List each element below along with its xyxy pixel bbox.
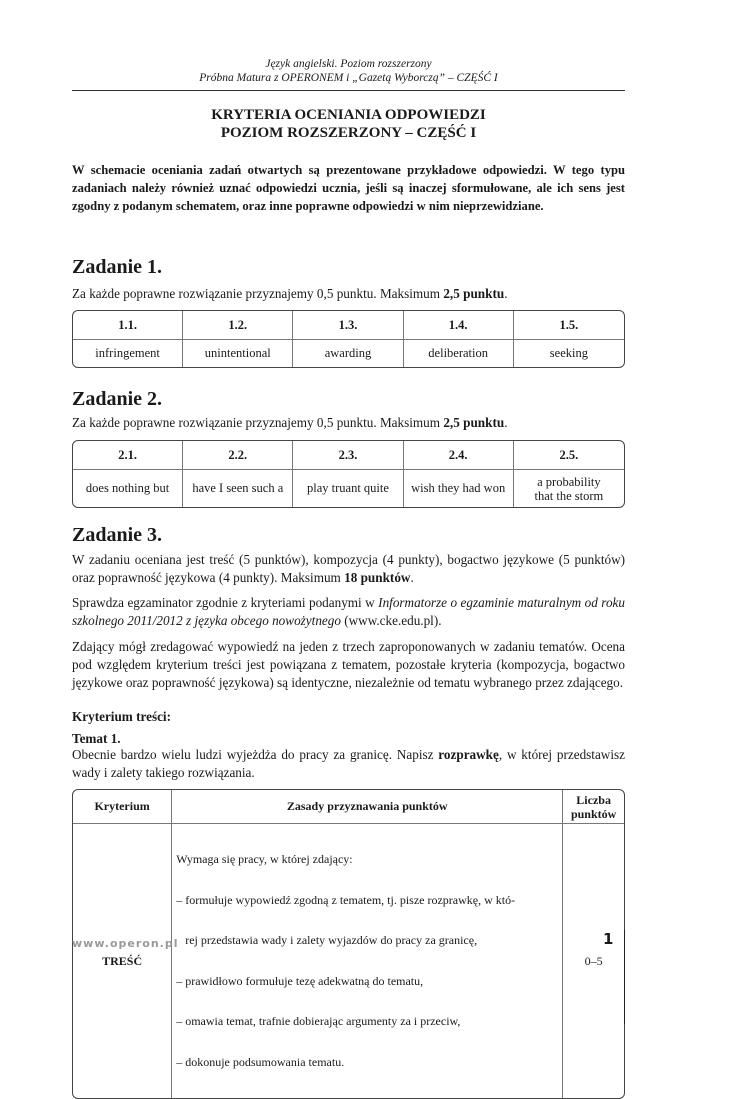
criteria-col-criterion: Kryterium — [73, 790, 172, 823]
table-header-cell: 2.1. — [73, 441, 183, 469]
table-header-cell: 1.3. — [293, 311, 403, 339]
table-header-cell: 1.2. — [183, 311, 293, 339]
title-line-1: KRYTERIA OCENIANIA ODPOWIEDZI — [211, 107, 486, 123]
criteria-rules-list — [172, 823, 563, 1098]
criteria-points-value: 0–5 — [563, 823, 624, 1098]
title-line-2: POZIOM ROZSZERZONY – CZĘŚĆ I — [220, 125, 477, 141]
table-header-cell: 1.5. — [559, 317, 579, 332]
table-header-cell: 1.1. — [73, 311, 183, 339]
answer-cell: wish they had won — [404, 469, 514, 507]
answer-cell: does nothing but — [73, 469, 183, 507]
task3-paragraph-1: W zadaniu oceniana jest treść (5 punktów), kompozycja (4 punkty), bogactwo językowe (5 punktów) oraz poprawność językowa (4 punkty). Maksimum 18 punktów. — [72, 552, 625, 585]
rule-item: – dokonuje podsumowania tematu. — [176, 1054, 345, 1069]
criteria-col-points-line-2: punktów — [570, 806, 617, 821]
rule-item: – formułuje wypowiedź zgodną z tematem, tj. pisze rozprawkę, w któ- — [176, 892, 516, 907]
publisher-url: www.operon.pl — [72, 937, 179, 950]
rule-item: Wymaga się pracy, w której zdający: — [176, 852, 353, 866]
essay-type: rozprawkę — [438, 747, 499, 762]
header-subject: Język angielski. Poziom rozszerzony — [265, 58, 432, 70]
answer-cell: play truant quite — [293, 469, 403, 507]
criteria-row-label: TREŚĆ — [73, 823, 172, 1098]
table-header-cell: 2.2. — [183, 441, 293, 469]
answer-cell — [514, 469, 624, 507]
task1-max-points: 2,5 punktu — [443, 286, 505, 301]
task2-max-points: 2,5 punktu — [443, 415, 505, 430]
rule-item: rej przedstawia wady i zalety wyjazdów do pracy za granicę, — [176, 933, 478, 947]
topic-description: Obecnie bardzo wielu ludzi wyjeżdża do pracy za granicę. Napisz rozprawkę, w której przedstawisz wady i zalety takiego rozwiązania. — [72, 747, 625, 780]
criteria-col-rules: Zasady przyznawania punktów — [172, 790, 563, 823]
table-header-cell: 1.4. — [404, 311, 514, 339]
informator-title: Informatorze o egzaminie maturalnym od roku szkolnego 2011/2012 z języka obcego nowożytnego — [72, 595, 625, 628]
task3-max-points: 18 punktów — [344, 570, 411, 585]
running-header — [72, 57, 625, 85]
task3-paragraph-2: Sprawdza egzaminator zgodnie z kryteriami podanymi w Informatorze o egzaminie maturalnym od roku szkolnego 2011/2012 z języka obcego nowożytnego (www.cke.edu.pl). — [72, 595, 625, 628]
answer-cell: awarding — [293, 339, 403, 367]
page-number: 1 — [603, 930, 614, 948]
table-header-cell: 2.3. — [293, 441, 403, 469]
table-header-cell: 2.5. — [559, 447, 579, 462]
rule-item: – prawidłowo formułuje tezę adekwatną do tematu, — [176, 973, 424, 988]
answer-5-line-1: a probability — [537, 474, 601, 489]
answer-cell: infringement — [73, 339, 183, 367]
task2-heading: Zadanie 2. — [72, 388, 163, 410]
intro-paragraph: W schemacie oceniania zadań otwartych są prezentowane przykładowe odpowiedzi. W tego typu zadaniach należy również uznać odpowiedzi ucznia, jeśli są inaczej sformułowane, ale ich sens jest zgodny z podanym schematem, oraz inne poprawne odpowiedzi w nim nieprzewidziane. — [72, 163, 625, 213]
criterion-heading: Kryterium treści: — [72, 709, 171, 724]
page-title — [72, 106, 625, 142]
answer-cell: deliberation — [404, 339, 514, 367]
table-header-cell: 2.4. — [404, 441, 514, 469]
answer-cell: have I seen such a — [183, 469, 293, 507]
rule-item: – omawia temat, trafnie dobierając argumenty za i przeciw, — [176, 1014, 461, 1028]
header-exam: Próbna Matura z OPERONEM i „Gazetą Wyborczą” – CZĘŚĆ I — [199, 72, 498, 84]
task3-paragraph-3: Zdający mógł zredagować wypowiedź na jeden z trzech zaproponowanych w zadaniu tematów. Ocena pod względem kryterium treści jest powiązana z tematem, pozostałe kryteria (kompozycja, bogactwo językowe oraz poprawność językowa) są identyczne, niezależnie od tematu wybranego przez zdającego. — [72, 639, 625, 690]
criteria-col-points — [563, 790, 624, 823]
task1-description: Za każde poprawne rozwiązanie przyznajemy 0,5 punktu. Maksimum 2,5 punktu. — [72, 286, 508, 301]
header-divider — [72, 90, 625, 91]
task3-heading: Zadanie 3. — [72, 524, 163, 546]
task2-description: Za każde poprawne rozwiązanie przyznajemy 0,5 punktu. Maksimum 2,5 punktu. — [72, 415, 508, 430]
answer-5-line-2: that the storm — [534, 488, 604, 503]
criteria-col-points-line-1: Liczba — [576, 792, 611, 807]
answer-cell: seeking — [514, 339, 624, 367]
answer-cell: unintentional — [183, 339, 293, 367]
task2-answer-table — [72, 440, 625, 508]
task1-heading: Zadanie 1. — [72, 256, 163, 278]
margin-rule — [624, 930, 625, 1024]
topic-heading: Temat 1. — [72, 731, 121, 746]
task1-answer-table — [72, 310, 625, 368]
